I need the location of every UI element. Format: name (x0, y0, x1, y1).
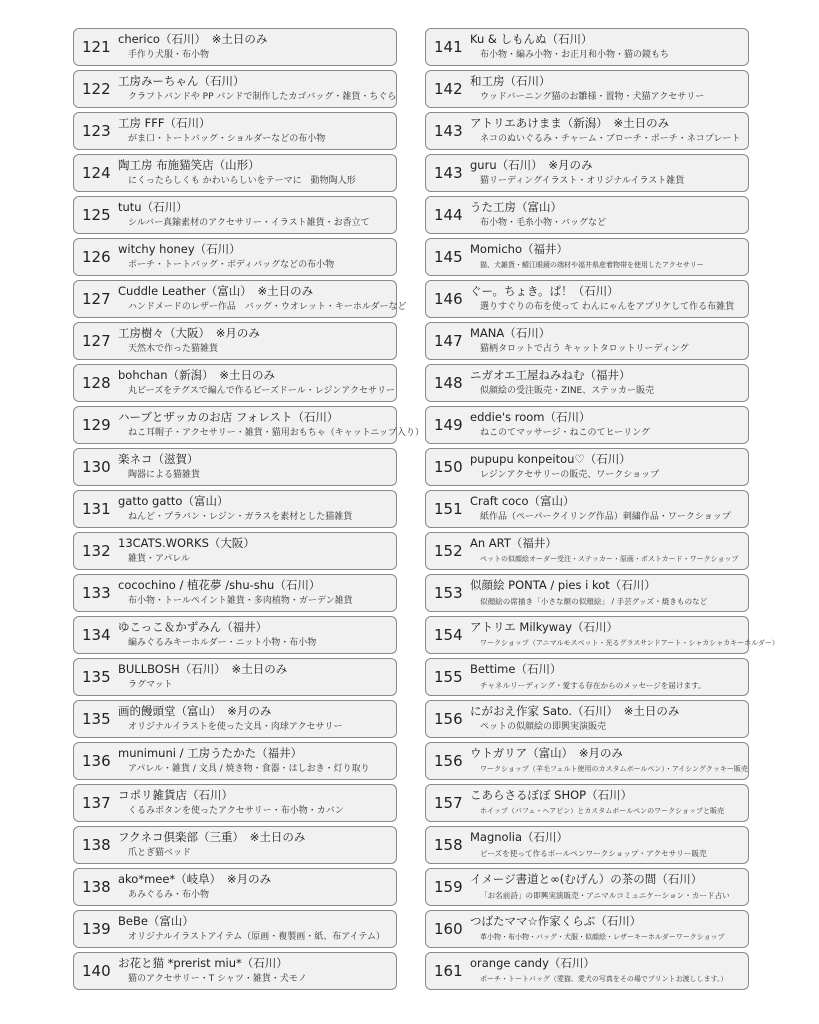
booth-number: 136 (82, 752, 111, 770)
booth-name: ハーブとザッカのお店 フォレスト（石川） (118, 410, 339, 424)
booth-number: 126 (82, 248, 111, 266)
booth-name: pupupu konpeitou♡（石川） (470, 452, 631, 466)
booth-entry (425, 868, 749, 906)
booth-description: レジンアクセサリーの販売、ワークショップ (480, 470, 660, 480)
booth-description: ワークショップ（アニマルモスペット・光るグラスサンドアート・シャカシャカキーホルダー） (480, 639, 779, 647)
booth-description: ウッドバーニング猫のお雛様・置物・犬猫アクセサリー (480, 92, 705, 102)
booth-name: Magnolia（石川） (470, 830, 569, 844)
booth-description: 布小物・編み小物・お正月和小物・猫の鏡もち (480, 50, 670, 60)
booth-description: 革小物・布小物・バッグ・犬服・似顔絵・レザーキーホルダーワークショップ (480, 933, 725, 941)
booth-entry (425, 406, 749, 444)
booth-number: 138 (82, 836, 111, 854)
booth-number: 143 (434, 164, 463, 182)
booth-number: 152 (434, 542, 463, 560)
booth-entry (73, 490, 397, 528)
booth-description: クラフトバンドや PP バンドで制作したカゴバッグ・雑貨・ちぐら (128, 92, 397, 102)
booth-description: 似顔絵の席描き「小さな額の似顔絵」 / 手芸グッズ・焼きものなど (480, 597, 708, 606)
booth-description: くるみボタンを使ったアクセサリー・布小物・カバン (128, 806, 344, 816)
booth-entry (425, 952, 749, 990)
booth-description: 手作り犬服・布小物 (128, 50, 210, 60)
booth-description: シルバー真鍮素材のアクセサリー・イラスト雑貨・お香立て (128, 218, 370, 228)
booth-description: ポーチ・トートバッグ（愛猫、愛犬の写真をその場でプリントお渡しします。） (480, 975, 728, 983)
booth-entry (73, 952, 397, 990)
booth-number: 139 (82, 920, 111, 938)
booth-description: 天然木で作った猫雑貨 (128, 344, 219, 354)
booth-description: 丸ビーズをテグスで編んで作るビーズドール・レジンアクセサリー (128, 386, 396, 396)
booth-number: 140 (82, 962, 111, 980)
booth-entry (425, 784, 749, 822)
booth-entry (73, 196, 397, 234)
booth-name: guru（石川） ※月のみ (470, 158, 593, 172)
booth-name: ニガオエ工屋ねみねむ（福井） (470, 368, 631, 382)
booth-description: ホイップ（パフェ・ヘアピン）とカスタムボールペンのワークショップと販売 (480, 807, 725, 815)
booth-entry (425, 28, 749, 66)
booth-number: 150 (434, 458, 463, 476)
booth-name: Cuddle Leather（富山） ※土日のみ (118, 284, 314, 298)
booth-description: 布小物・毛糸小物・バッグなど (480, 218, 607, 228)
booth-entry (73, 322, 397, 360)
booth-number: 130 (82, 458, 111, 476)
booth-entry (73, 868, 397, 906)
booth-number: 141 (434, 38, 463, 56)
booth-entry (425, 322, 749, 360)
booth-number: 157 (434, 794, 463, 812)
booth-number: 156 (434, 752, 463, 770)
booth-description: 陶器による猫雑貨 (128, 470, 201, 480)
booth-description: オリジナルイラストアイテム（原画・複製画・紙、布アイテム） (128, 932, 386, 942)
booth-description: 猫柄タロットで占う キャットタロットリーディング (480, 344, 689, 354)
booth-entry (425, 238, 749, 276)
booth-entry (425, 112, 749, 150)
booth-description: ポーチ・トートバッグ・ボディバッグなどの布小物 (128, 260, 335, 270)
booth-entry (73, 826, 397, 864)
booth-description: チャネルリーディング・愛する存在からのメッセージを届けます。 (480, 681, 706, 690)
booth-name: cocochino / 植花夢 /shu-shu（石川） (118, 578, 321, 592)
booth-entry (425, 532, 749, 570)
booth-number: 133 (82, 584, 111, 602)
booth-description: 猫のアクセサリー・T シャツ・雑貨・犬モノ (128, 974, 307, 984)
booth-number: 160 (434, 920, 463, 938)
booth-entry (73, 658, 397, 696)
booth-name: 似顔絵 PONTA / pies i kot（石川） (470, 578, 656, 592)
booth-name: 工房みーちゃん（石川） (118, 74, 245, 88)
booth-number: 122 (82, 80, 111, 98)
booth-name: bohchan（新潟） ※土日のみ (118, 368, 275, 382)
booth-entry (425, 742, 749, 780)
booth-name: An ART（福井） (470, 536, 557, 550)
booth-name: アトリエあけまま（新潟） ※土日のみ (470, 116, 670, 130)
booth-description: ネコのぬいぐるみ・チャーム・ブローチ・ポーチ・ネコプレート (480, 134, 741, 144)
booth-name: 和工房（石川） (470, 74, 551, 88)
booth-entry (73, 70, 397, 108)
booth-name: Craft coco（富山） (470, 494, 575, 508)
booth-entry (73, 364, 397, 402)
booth-name: 画的饅頭堂（富山） ※月のみ (118, 704, 272, 718)
booth-entry (73, 700, 397, 738)
booth-number: 155 (434, 668, 463, 686)
booth-number: 144 (434, 206, 463, 224)
booth-entry (425, 910, 749, 948)
booth-description: がま口・トートバッグ・ショルダーなどの布小物 (128, 134, 326, 144)
booth-description: 猫、犬雑貨・鯖江眼鏡の端材や福井県産着物帯を使用したアクセサリー (480, 261, 704, 269)
booth-entry (73, 910, 397, 948)
booth-name: BeBe（富山） (118, 914, 194, 928)
booth-entry (73, 238, 397, 276)
booth-name: witchy honey（石川） (118, 242, 241, 256)
booth-name: BULLBOSH（石川） ※土日のみ (118, 662, 288, 676)
booth-number: 148 (434, 374, 463, 392)
booth-description: あみぐるみ・布小物 (128, 890, 210, 900)
booth-number: 146 (434, 290, 463, 308)
booth-number: 128 (82, 374, 111, 392)
booth-entry (73, 574, 397, 612)
booth-number: 137 (82, 794, 111, 812)
booth-description: 編みぐるみキーホルダー・ニット小物・布小物 (128, 638, 317, 648)
booth-entry (73, 616, 397, 654)
booth-name: 13CATS.WORKS（大阪） (118, 536, 255, 550)
booth-description: 爪とぎ猫ベッド (128, 848, 192, 858)
booth-description: ペットの似顔絵オーダー受注・ステッカー・原画・ポストカード・ワークショップ (480, 555, 739, 563)
left-column (73, 28, 425, 994)
booth-name: gatto gatto（富山） (118, 494, 229, 508)
booth-name: ウトガリア（富山） ※月のみ (470, 746, 624, 760)
booth-name: orange candy（石川） (470, 956, 595, 970)
booth-entry (425, 826, 749, 864)
booth-entry (425, 196, 749, 234)
booth-name: うた工房（富山） (470, 200, 562, 214)
booth-name: お花と猫 *prerist miu*（石川） (118, 956, 288, 970)
booth-entry (73, 448, 397, 486)
booth-name: 楽ネコ（滋賀） (118, 452, 199, 466)
booth-name: にがおえ作家 Sato.（石川） ※土日のみ (470, 704, 680, 718)
booth-description: 似顔絵の受注販売・ZINE、ステッカー販売 (480, 386, 655, 396)
booth-name: munimuni / 工房うたかた（福井） (118, 746, 303, 760)
booth-entry (73, 406, 425, 444)
booth-description: 選りすぐりの布を使って わんにゃんをアプリケして作る布雑貨 (480, 302, 735, 312)
booth-number: 132 (82, 542, 111, 560)
booth-entry (425, 658, 749, 696)
booth-number: 154 (434, 626, 463, 644)
booth-name: ako*mee*（岐阜） ※月のみ (118, 872, 272, 886)
booth-name: Bettime（石川） (470, 662, 562, 676)
booth-number: 129 (82, 416, 111, 434)
booth-description: ハンドメードのレザー作品 バッグ・ウオレット・キーホルダーなど (128, 302, 407, 312)
booth-number: 125 (82, 206, 111, 224)
booth-entry (73, 784, 397, 822)
booth-name: cherico（石川） ※土日のみ (118, 32, 268, 46)
booth-description: アパレル・雑貨 / 文具 / 焼き物・食器・はしおき・灯り取り (128, 764, 370, 774)
booth-description: ねこのてマッサージ・ねこのてヒーリング (480, 428, 650, 438)
right-column (425, 28, 779, 994)
booth-entry (73, 280, 407, 318)
booth-entry (425, 448, 749, 486)
booth-entry (425, 154, 749, 192)
booth-number: 158 (434, 836, 463, 854)
booth-description: ビーズを使って作るボールペンワークショップ・アクセサリー販売 (480, 849, 707, 858)
booth-name: フクネコ倶楽部（三重） ※土日のみ (118, 830, 306, 844)
booth-number: 123 (82, 122, 111, 140)
booth-name: tutu（石川） (118, 200, 188, 214)
booth-number: 153 (434, 584, 463, 602)
booth-name: MANA（石川） (470, 326, 551, 340)
booth-number: 127 (82, 332, 111, 350)
booth-description: ラグマット (128, 680, 173, 690)
booth-number: 138 (82, 878, 111, 896)
booth-number: 161 (434, 962, 463, 980)
booth-number: 149 (434, 416, 463, 434)
booth-description: オリジナルイラストを使った文具・肉球アクセサリー (128, 722, 343, 732)
booth-name: Ku & しもんぬ（石川） (470, 32, 593, 46)
booth-name: Momicho（福井） (470, 242, 569, 256)
booth-number: 142 (434, 80, 463, 98)
booth-description: ねんど・プラバン・レジン・ガラスを素材とした猫雑貨 (128, 512, 353, 522)
booth-number: 121 (82, 38, 111, 56)
booth-name: 工房樹々（大阪） ※月のみ (118, 326, 260, 340)
booth-name: 陶工房 布施猫笑店（山形） (118, 158, 260, 172)
booth-name: ゆこっこ＆かずみん（福井） (118, 620, 268, 634)
booth-name: 工房 FFF（石川） (118, 116, 211, 130)
booth-number: 127 (82, 290, 111, 308)
booth-name: こあらさるぼぼ SHOP（石川） (470, 788, 633, 802)
booth-number: 147 (434, 332, 463, 350)
booth-number: 135 (82, 668, 111, 686)
booth-entry (73, 532, 397, 570)
booth-number: 143 (434, 122, 463, 140)
booth-name: コポリ雑貨店（石川） (118, 788, 233, 802)
booth-description: ねこ耳帽子・アクセサリー・雑貨・猫用おもちゃ（キャットニップ入り） (128, 428, 425, 438)
booth-number: 159 (434, 878, 463, 896)
booth-description: にくったらしくも かわいらしいをテーマに 動物陶人形 (128, 176, 356, 186)
booth-entry (425, 490, 749, 528)
booth-description: 紙作品（ペーパークイリング作品）刺繍作品・ワークショップ (480, 512, 731, 522)
booth-description: ワークショップ（羊毛フェルト使用のカスタムボールペン）・アイシングクッキー販売 (480, 765, 748, 773)
booth-description: ペットの似顔絵の即興実演販売 (480, 722, 607, 732)
booth-name: ぐー。ちょき。ぱ！（石川） (470, 284, 619, 298)
booth-number: 156 (434, 710, 463, 728)
booth-description: 布小物・トールペイント雑貨・多肉植物・ガーデン雑貨 (128, 596, 353, 606)
booth-name: イメージ書道と∞(むげん）の茶の間（石川） (470, 872, 703, 886)
booth-entry (425, 70, 749, 108)
booth-entry (73, 112, 397, 150)
booth-entry (425, 280, 749, 318)
booth-name: eddie's room（石川） (470, 410, 591, 424)
booth-name: アトリエ Milkyway（石川） (470, 620, 619, 634)
booth-number: 135 (82, 710, 111, 728)
booth-entry (73, 742, 397, 780)
booth-number: 131 (82, 500, 111, 518)
booth-number: 151 (434, 500, 463, 518)
booth-entry (425, 364, 749, 402)
booth-name: つばたママ☆作家くらぶ（石川） (470, 914, 642, 928)
booth-entry (425, 700, 749, 738)
booth-entry (425, 616, 779, 654)
booth-entry (73, 154, 397, 192)
booth-number: 145 (434, 248, 463, 266)
booth-number: 124 (82, 164, 111, 182)
booth-description: 猫リーディングイラスト・オリジナルイラスト雑貨 (480, 176, 685, 186)
booth-description: 「お名前詩」の即興実演販売・アニマルコミュニケーション・カード占い (480, 891, 730, 900)
booth-number: 134 (82, 626, 111, 644)
booth-entry (425, 574, 749, 612)
booth-description: 雑貨・アパレル (128, 554, 191, 564)
booth-entry (73, 28, 397, 66)
